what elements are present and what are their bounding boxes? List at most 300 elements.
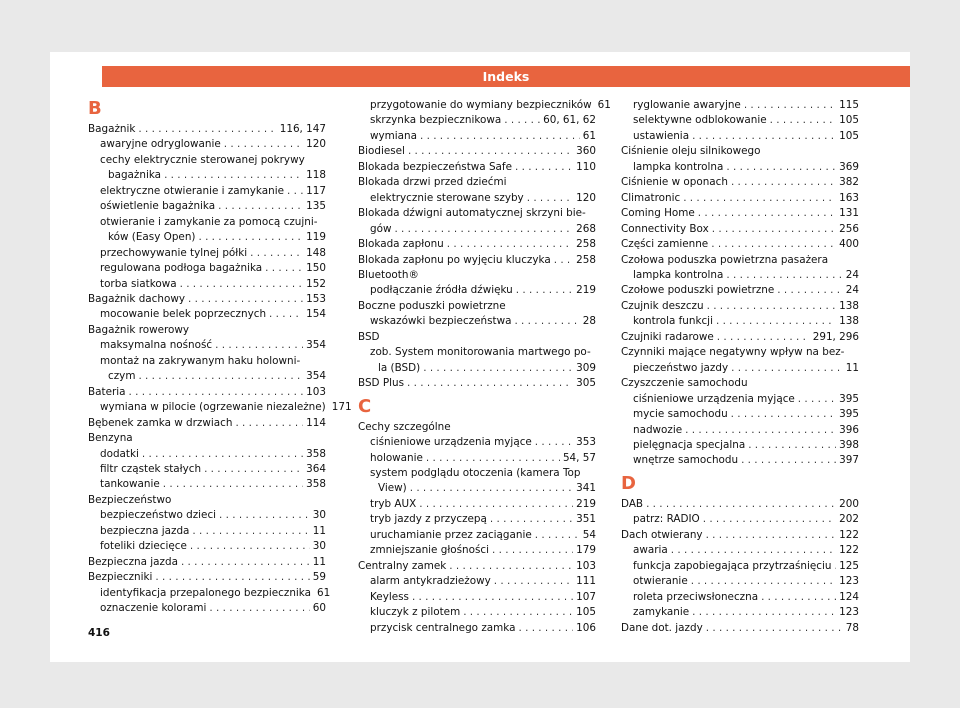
index-entry-page-ref: 61 [582, 129, 596, 142]
index-entry [358, 222, 596, 237]
index-entry [88, 292, 326, 307]
index-entry-term: lampka kontrolna [633, 160, 724, 173]
index-entry-page-ref: 61 [317, 586, 331, 599]
dot-leader [748, 438, 836, 453]
index-entry [88, 215, 326, 230]
index-entry-term: cechy elektrycznie sterowanej pokrywy [100, 153, 305, 166]
dot-leader [129, 385, 304, 400]
dot-leader [711, 237, 836, 252]
dot-leader [707, 299, 837, 314]
dot-leader [527, 191, 573, 206]
index-entry-page-ref: 395 [839, 392, 859, 405]
dot-leader [691, 574, 836, 589]
index-entry [358, 129, 596, 144]
index-entry [88, 369, 326, 384]
index-entry-page-ref: 369 [839, 160, 859, 173]
index-entry-term: przycisk centralnego zamka [370, 621, 516, 634]
index-entry-term: mocowanie belek poprzecznych [100, 308, 267, 321]
dot-leader [646, 497, 836, 512]
index-entry [621, 206, 859, 221]
index-entry-term: przechowywanie tylnej półki [100, 246, 248, 259]
dot-leader [269, 307, 303, 322]
index-entry [621, 559, 859, 574]
dot-leader [265, 261, 303, 276]
dot-leader [703, 512, 836, 527]
index-entry-term: identyfikacja przepalonego bezpiecznika [100, 586, 312, 599]
index-entry [358, 314, 596, 329]
dot-leader [834, 559, 836, 574]
index-entry [621, 438, 859, 453]
index-entry-page-ref: 60 [312, 602, 326, 615]
index-entry-term: dodatki [100, 447, 139, 460]
index-entry-term: ciśnieniowe urządzenia myjące [633, 392, 795, 405]
index-entry-page-ref: 131 [839, 207, 859, 220]
index-entry-page-ref: 353 [576, 436, 596, 449]
index-entry [358, 206, 596, 221]
index-entry-page-ref: 179 [576, 544, 596, 557]
index-entry-term: ryglowanie awaryjne [633, 99, 741, 111]
index-entry-page-ref: 120 [576, 191, 596, 204]
dot-leader [692, 605, 836, 620]
index-entry [358, 376, 596, 391]
dot-leader [394, 222, 573, 237]
index-entry [88, 586, 331, 601]
dot-leader [219, 508, 310, 523]
index-entry [621, 253, 859, 268]
index-entry [621, 299, 859, 314]
index-entry-page-ref: 61 [597, 99, 611, 111]
index-entry [358, 144, 596, 159]
index-entry-term: Blokada zapłonu po wyjęciu kluczyka [358, 253, 551, 266]
index-entry-term: Ciśnienie w oponach [621, 176, 728, 189]
dot-leader [518, 621, 573, 636]
index-entry-page-ref: 122 [839, 528, 859, 541]
index-entry-page-ref: 258 [576, 253, 596, 266]
index-entry [621, 345, 859, 360]
index-entry-term: wskazówki bezpieczeństwa [370, 315, 512, 328]
dot-leader [426, 451, 560, 466]
index-entry-term: zob. System monitorowania martwego po- [370, 346, 591, 359]
index-entry-term: Czołowa poduszka powietrzna pasażera [621, 253, 829, 266]
index-entry [358, 528, 596, 543]
index-entry [88, 323, 326, 338]
index-entry-page-ref: 78 [845, 621, 859, 634]
index-entry [358, 466, 596, 481]
dot-leader [494, 574, 573, 589]
index-entry [88, 168, 326, 183]
index-entry-page-ref: 135 [306, 200, 326, 213]
dot-leader [706, 621, 843, 636]
index-entry-term: Blokada zapłonu [358, 238, 444, 251]
index-entry-term: ciśnieniowe urządzenia myjące [370, 436, 532, 449]
index-entry-page-ref: 103 [306, 385, 326, 398]
index-entry-page-ref: 106 [576, 621, 596, 634]
index-entry [88, 184, 326, 199]
dot-leader [683, 191, 836, 206]
dot-leader [731, 407, 836, 422]
dot-leader [215, 338, 303, 353]
index-entry [358, 253, 596, 268]
index-entry-page-ref: 115 [839, 99, 859, 111]
index-entry [621, 268, 859, 283]
index-entry-term: Blokada bezpieczeństwa Safe [358, 160, 512, 173]
index-entry-page-ref: 107 [576, 590, 596, 603]
index-entry [88, 477, 326, 492]
index-entry-term: bezpieczeństwo dzieci [100, 509, 217, 522]
dot-leader [287, 184, 303, 199]
index-entry-term: Ciśnienie oleju silnikowego [621, 145, 761, 158]
index-entry [358, 268, 596, 283]
index-entry-term: bezpieczna jazda [100, 524, 190, 537]
index-entry-term: lampka kontrolna [633, 268, 724, 281]
index-entry [88, 447, 326, 462]
index-entry-page-ref: 400 [839, 238, 859, 251]
dot-leader [685, 423, 836, 438]
index-entry [621, 330, 859, 345]
dot-leader [744, 98, 836, 113]
index-entry [621, 314, 859, 329]
index-entry-term: gów [370, 222, 392, 235]
dot-leader [535, 528, 580, 543]
index-entry [358, 605, 596, 620]
index-entry-page-ref: 111 [576, 575, 596, 588]
index-entry [88, 570, 326, 585]
index-entry-term: uruchamianie przez zaciąganie [370, 528, 532, 541]
index-entry-term: Coming Home [621, 207, 695, 220]
index-entry [621, 497, 859, 512]
index-entry-page-ref: 103 [576, 559, 596, 572]
index-entry [358, 590, 596, 605]
index-entry-page-ref: 116, 147 [279, 123, 326, 135]
dot-leader [138, 122, 276, 137]
dot-leader [419, 497, 573, 512]
index-entry-term: Connectivity Box [621, 222, 709, 235]
index-entry-term: Bagażnik rowerowy [88, 323, 190, 336]
index-entry-term: maksymalna nośność [100, 339, 213, 352]
index-entry-term: Bębenek zamka w drzwiach [88, 416, 233, 429]
index-entry [88, 230, 326, 245]
index-entry-page-ref: 11 [312, 524, 326, 537]
dot-leader [706, 528, 837, 543]
dot-leader [235, 416, 303, 431]
index-entry-term: la (BSD) [378, 361, 421, 374]
dot-leader [726, 268, 842, 283]
dot-leader [155, 570, 309, 585]
index-entry-page-ref: 202 [839, 513, 859, 526]
index-entry-term: elektryczne otwieranie i zamykanie [100, 184, 284, 197]
dot-leader [250, 246, 303, 261]
index-entry-term: zamykanie [633, 606, 690, 619]
index-entry [88, 153, 326, 168]
index-entry [621, 574, 859, 589]
dot-leader [726, 160, 836, 175]
index-entry-term: elektrycznie sterowane szyby [370, 191, 524, 204]
index-entry-page-ref: 59 [312, 571, 326, 584]
dot-leader [138, 369, 303, 384]
index-entry-term: patrz: RADIO [633, 513, 700, 526]
index-entry [621, 407, 859, 422]
index-entry [621, 621, 859, 636]
index-entry-page-ref: 54, 57 [562, 451, 596, 464]
index-entry-page-ref: 123 [839, 606, 859, 619]
dot-leader [463, 605, 573, 620]
index-entry-term: ustawienia [633, 129, 690, 142]
dot-leader [712, 222, 836, 237]
index-entry-page-ref: 268 [576, 222, 596, 235]
dot-leader [407, 376, 573, 391]
index-entry [88, 354, 326, 369]
index-entry-page-ref: 148 [306, 246, 326, 259]
index-entry-term: regulowana podłoga bagażnika [100, 262, 263, 275]
index-entry-term: Climatronic [621, 191, 681, 204]
index-entry-page-ref: 395 [839, 408, 859, 421]
dot-leader [142, 447, 303, 462]
index-entry [621, 361, 859, 376]
index-entry-page-ref: 398 [839, 438, 859, 451]
index-entry [88, 137, 326, 152]
index-entry-term: czym [108, 370, 136, 383]
index-entry-term: Cechy szczególne [358, 420, 451, 433]
index-entry-term: BSD [358, 330, 380, 343]
dot-leader [224, 137, 303, 152]
index-entry [88, 122, 326, 137]
index-column-2 [358, 98, 611, 636]
index-entry [358, 299, 596, 314]
index-entry-term: awaryjne odryglowanie [100, 138, 221, 151]
index-entry-term: Czujnik deszczu [621, 299, 704, 312]
dot-leader [717, 330, 810, 345]
index-entry-page-ref: 138 [839, 315, 859, 328]
index-entry [358, 283, 596, 298]
dot-leader [554, 253, 573, 268]
index-entry-term: funkcja zapobiegająca przytrzaśnięciu [633, 559, 832, 572]
index-entry-page-ref: 354 [306, 339, 326, 352]
index-entry [621, 222, 859, 237]
index-entry-page-ref: 24 [845, 268, 859, 281]
index-entry-term: wymiana w pilocie (ogrzewanie niezależne) [100, 401, 326, 414]
index-entry-term: Boczne poduszki powietrzne [358, 299, 506, 312]
dot-leader [698, 206, 836, 221]
index-entry [358, 160, 596, 175]
index-entry-page-ref: 354 [306, 370, 326, 383]
index-entry-page-ref: 397 [839, 454, 859, 467]
index-entry [621, 191, 859, 206]
index-entry-term: wnętrze samochodu [633, 454, 739, 467]
index-entry-page-ref: 154 [306, 308, 326, 321]
index-entry-page-ref: 119 [306, 231, 326, 244]
index-entry-page-ref: 200 [839, 497, 859, 510]
index-entry-term: wymiana [370, 129, 417, 142]
index-entry-page-ref: 258 [576, 238, 596, 251]
index-entry [358, 451, 596, 466]
index-entry [88, 555, 326, 570]
index-entry-page-ref: 171 [331, 401, 352, 414]
index-entry-page-ref: 24 [845, 284, 859, 297]
index-entry [88, 493, 326, 508]
index-entry-page-ref: 358 [306, 447, 326, 460]
index-page [50, 52, 910, 662]
index-entry-page-ref: 163 [839, 191, 859, 204]
dot-leader [163, 477, 303, 492]
index-entry-term: Blokada drzwi przed dziećmi [358, 176, 507, 189]
index-entry [88, 338, 326, 353]
index-entry-term: holowanie [370, 451, 423, 464]
index-entry [621, 423, 859, 438]
dot-leader [516, 283, 573, 298]
index-entry [621, 144, 859, 159]
index-entry [621, 376, 859, 391]
dot-leader [181, 555, 310, 570]
dot-leader [190, 539, 310, 554]
index-entry-page-ref: 110 [576, 160, 596, 173]
index-entry [621, 512, 859, 527]
index-entry-term: roleta przeciwsłoneczna [633, 590, 759, 603]
index-entry-term: tryb jazdy z przyczepą [370, 513, 487, 526]
index-entry-term: filtr cząstek stałych [100, 462, 202, 475]
dot-leader [741, 453, 836, 468]
index-entry-term: Keyless [370, 590, 409, 603]
index-entry [621, 283, 859, 298]
index-section-letter: B [88, 98, 102, 119]
index-entry-term: Bagażnik dachowy [88, 292, 185, 305]
index-entry-term: kontrola funkcji [633, 315, 713, 328]
index-entry-term: otwieranie [633, 575, 688, 588]
index-entry [621, 392, 859, 407]
index-section-letter: C [358, 395, 372, 417]
index-entry [621, 543, 859, 558]
index-entry-term: Blokada dźwigni automatycznej skrzyni bie- [358, 207, 586, 220]
dot-leader [447, 237, 573, 252]
index-entry-page-ref: 30 [312, 509, 326, 522]
dot-leader [449, 559, 573, 574]
index-entry [621, 129, 859, 144]
index-entry [358, 621, 596, 636]
index-entry [358, 543, 596, 558]
index-entry-term: Dach otwierany [621, 528, 703, 541]
index-entry-page-ref: 351 [576, 513, 596, 526]
index-entry-term: Dane dot. jazdy [621, 621, 703, 634]
index-entry-term: Części zamienne [621, 238, 709, 251]
index-entry-page-ref: 138 [839, 299, 859, 312]
dot-leader [192, 524, 309, 539]
index-entry-page-ref: 60, 61, 62 [543, 114, 596, 127]
index-entry-term: mycie samochodu [633, 408, 728, 421]
index-entry [358, 175, 596, 190]
index-entry [358, 361, 596, 376]
index-entry-page-ref: 382 [839, 176, 859, 189]
index-entry-page-ref: 30 [312, 540, 326, 553]
index-entry-term: torba siatkowa [100, 277, 177, 290]
dot-leader [188, 292, 303, 307]
index-entry-page-ref: 11 [312, 555, 326, 568]
index-entry [88, 524, 326, 539]
index-column-3 [621, 98, 859, 636]
index-entry-term: Bezpieczniki [88, 571, 153, 584]
dot-leader [514, 314, 579, 329]
index-entry-term: tankowanie [100, 478, 160, 491]
index-header-banner: Indeks [102, 66, 910, 87]
index-entry [358, 237, 596, 252]
index-section-letter: D [621, 472, 636, 494]
index-entry-page-ref: 54 [582, 528, 596, 541]
index-entry-term: pieczeństwo jazdy [633, 361, 729, 374]
index-entry-term: Bluetooth® [358, 268, 419, 281]
index-entry [621, 237, 859, 252]
dot-leader [492, 543, 573, 558]
index-entry [358, 497, 596, 512]
index-entry-page-ref: 117 [306, 184, 326, 197]
dot-leader [180, 277, 304, 292]
index-entry [88, 431, 326, 446]
index-entry [358, 512, 596, 527]
index-entry-term: Benzyna [88, 432, 133, 445]
index-entry-term: ków (Easy Open) [108, 231, 196, 244]
index-entry-page-ref: 124 [839, 590, 859, 603]
index-entry-page-ref: 291, 296 [812, 330, 859, 343]
index-column-1 [88, 98, 352, 617]
dot-leader [777, 283, 842, 298]
index-entry-term: Bezpieczna jazda [88, 555, 178, 568]
index-entry [88, 246, 326, 261]
index-entry-page-ref: 256 [839, 222, 859, 235]
index-entry-term: foteliki dziecięce [100, 540, 187, 553]
index-entry [88, 539, 326, 554]
dot-leader [692, 129, 836, 144]
dot-leader [731, 175, 836, 190]
index-entry-page-ref: 219 [576, 284, 596, 297]
dot-leader [198, 230, 303, 245]
dot-leader [412, 590, 573, 605]
index-entry [621, 98, 859, 113]
dot-leader [515, 160, 573, 175]
index-entry-term: tryb AUX [370, 497, 417, 510]
index-entry-term: DAB [621, 497, 644, 510]
dot-leader [209, 601, 309, 616]
index-entry [88, 277, 326, 292]
index-entry-term: kluczyk z pilotem [370, 606, 461, 619]
index-entry-page-ref: 150 [306, 262, 326, 275]
index-entry-term: montaż na zakrywanym haku holowni- [100, 354, 301, 367]
index-entry-term: otwieranie i zamykanie za pomocą czujni- [100, 215, 318, 228]
index-entry [621, 605, 859, 620]
index-entry-term: Centralny zamek [358, 559, 447, 572]
dot-leader [731, 361, 843, 376]
index-entry-term: Bezpieczeństwo [88, 493, 172, 506]
index-entry-term: BSD Plus [358, 377, 404, 390]
dot-leader [408, 144, 573, 159]
index-entry-term: Czujniki radarowe [621, 330, 714, 343]
index-entry [621, 590, 859, 605]
index-entry [358, 330, 596, 345]
index-entry [621, 113, 859, 128]
index-entry-term: Biodiesel [358, 145, 405, 158]
index-entry-term: oznaczenie kolorami [100, 602, 207, 615]
dot-leader [204, 462, 303, 477]
index-entry-term: bagażnika [108, 169, 162, 182]
index-entry-term: pielęgnacja specjalna [633, 438, 746, 451]
index-entry-term: zmniejszanie głośności [370, 544, 490, 557]
dot-leader [761, 590, 836, 605]
index-entry-term: przygotowanie do wymiany bezpieczników [370, 99, 592, 111]
index-entry [88, 416, 326, 431]
index-entry-page-ref: 105 [839, 129, 859, 142]
index-entry-page-ref: 364 [306, 462, 326, 475]
index-entry [88, 199, 326, 214]
index-entry-term: alarm antykradzieżowy [370, 575, 491, 588]
dot-leader [423, 361, 573, 376]
index-entry [88, 400, 352, 415]
index-entry-page-ref: 28 [582, 315, 596, 328]
